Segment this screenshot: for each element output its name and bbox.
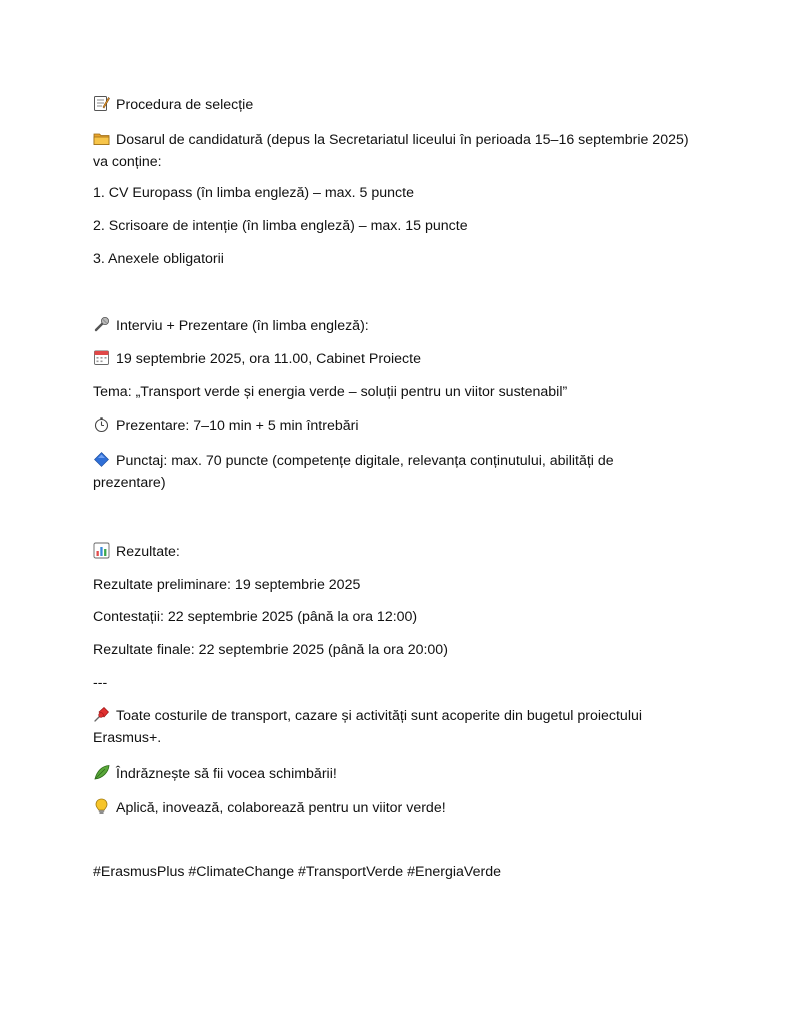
pushpin-icon: [93, 706, 110, 723]
results-final: Rezultate finale: 22 septembrie 2025 (până la ora 20:00): [93, 642, 448, 658]
dare-line: Îndrăznește să fii vocea schimbării!: [93, 763, 698, 785]
stopwatch-icon: [93, 416, 110, 433]
apply-line: Aplică, inovează, colaborează pentru un viitor verde!: [93, 797, 698, 819]
microphone-icon: [93, 316, 110, 333]
hashtags: #ErasmusPlus #ClimateChange #TransportVerde #EnergiaVerde: [93, 864, 501, 880]
costs-paragraph: Toate costurile de transport, cazare și activități sunt acoperite din bugetul proiectului Erasmus+.: [93, 708, 643, 746]
calendar-icon: [93, 349, 110, 366]
interview-heading: Interviu + Prezentare (în limba engleză):: [93, 315, 698, 337]
interview-score: Punctaj: max. 70 puncte (competențe digitale, relevanța conținutului, abilități de prezentare): [93, 453, 614, 491]
results-preliminary: Rezultate preliminare: 19 septembrie 2025: [93, 577, 361, 593]
memo-icon: [93, 95, 110, 112]
leaf-icon: [93, 764, 110, 781]
interview-theme: Tema: „Transport verde și energia verde – soluții pentru un viitor sustenabil”: [93, 384, 568, 400]
selection-heading: Procedura de selecție: [93, 94, 698, 116]
light-bulb-icon: [93, 798, 110, 815]
blue-diamond-icon: [93, 451, 110, 468]
interview-date: 19 septembrie 2025, ora 11.00, Cabinet Proiecte: [93, 348, 698, 370]
results-heading: Rezultate:: [93, 541, 698, 563]
list-item: 2. Scrisoare de intenție (în limba engleză) – max. 15 puncte: [93, 218, 468, 234]
interview-presentation: Prezentare: 7–10 min + 5 min întrebări: [93, 415, 698, 437]
bar-chart-icon: [93, 542, 110, 559]
list-item: 1. CV Europass (în limba engleză) – max. 5 puncte: [93, 185, 414, 201]
folder-icon: [93, 130, 110, 147]
dossier-paragraph: Dosarul de candidatură (depus la Secretariatul liceului în perioada 15–16 septembrie 2025) va conține:: [93, 132, 689, 170]
separator: ---: [93, 675, 108, 691]
list-item: 3. Anexele obligatorii: [93, 251, 224, 267]
results-appeals: Contestații: 22 septembrie 2025 (până la ora 12:00): [93, 609, 418, 625]
